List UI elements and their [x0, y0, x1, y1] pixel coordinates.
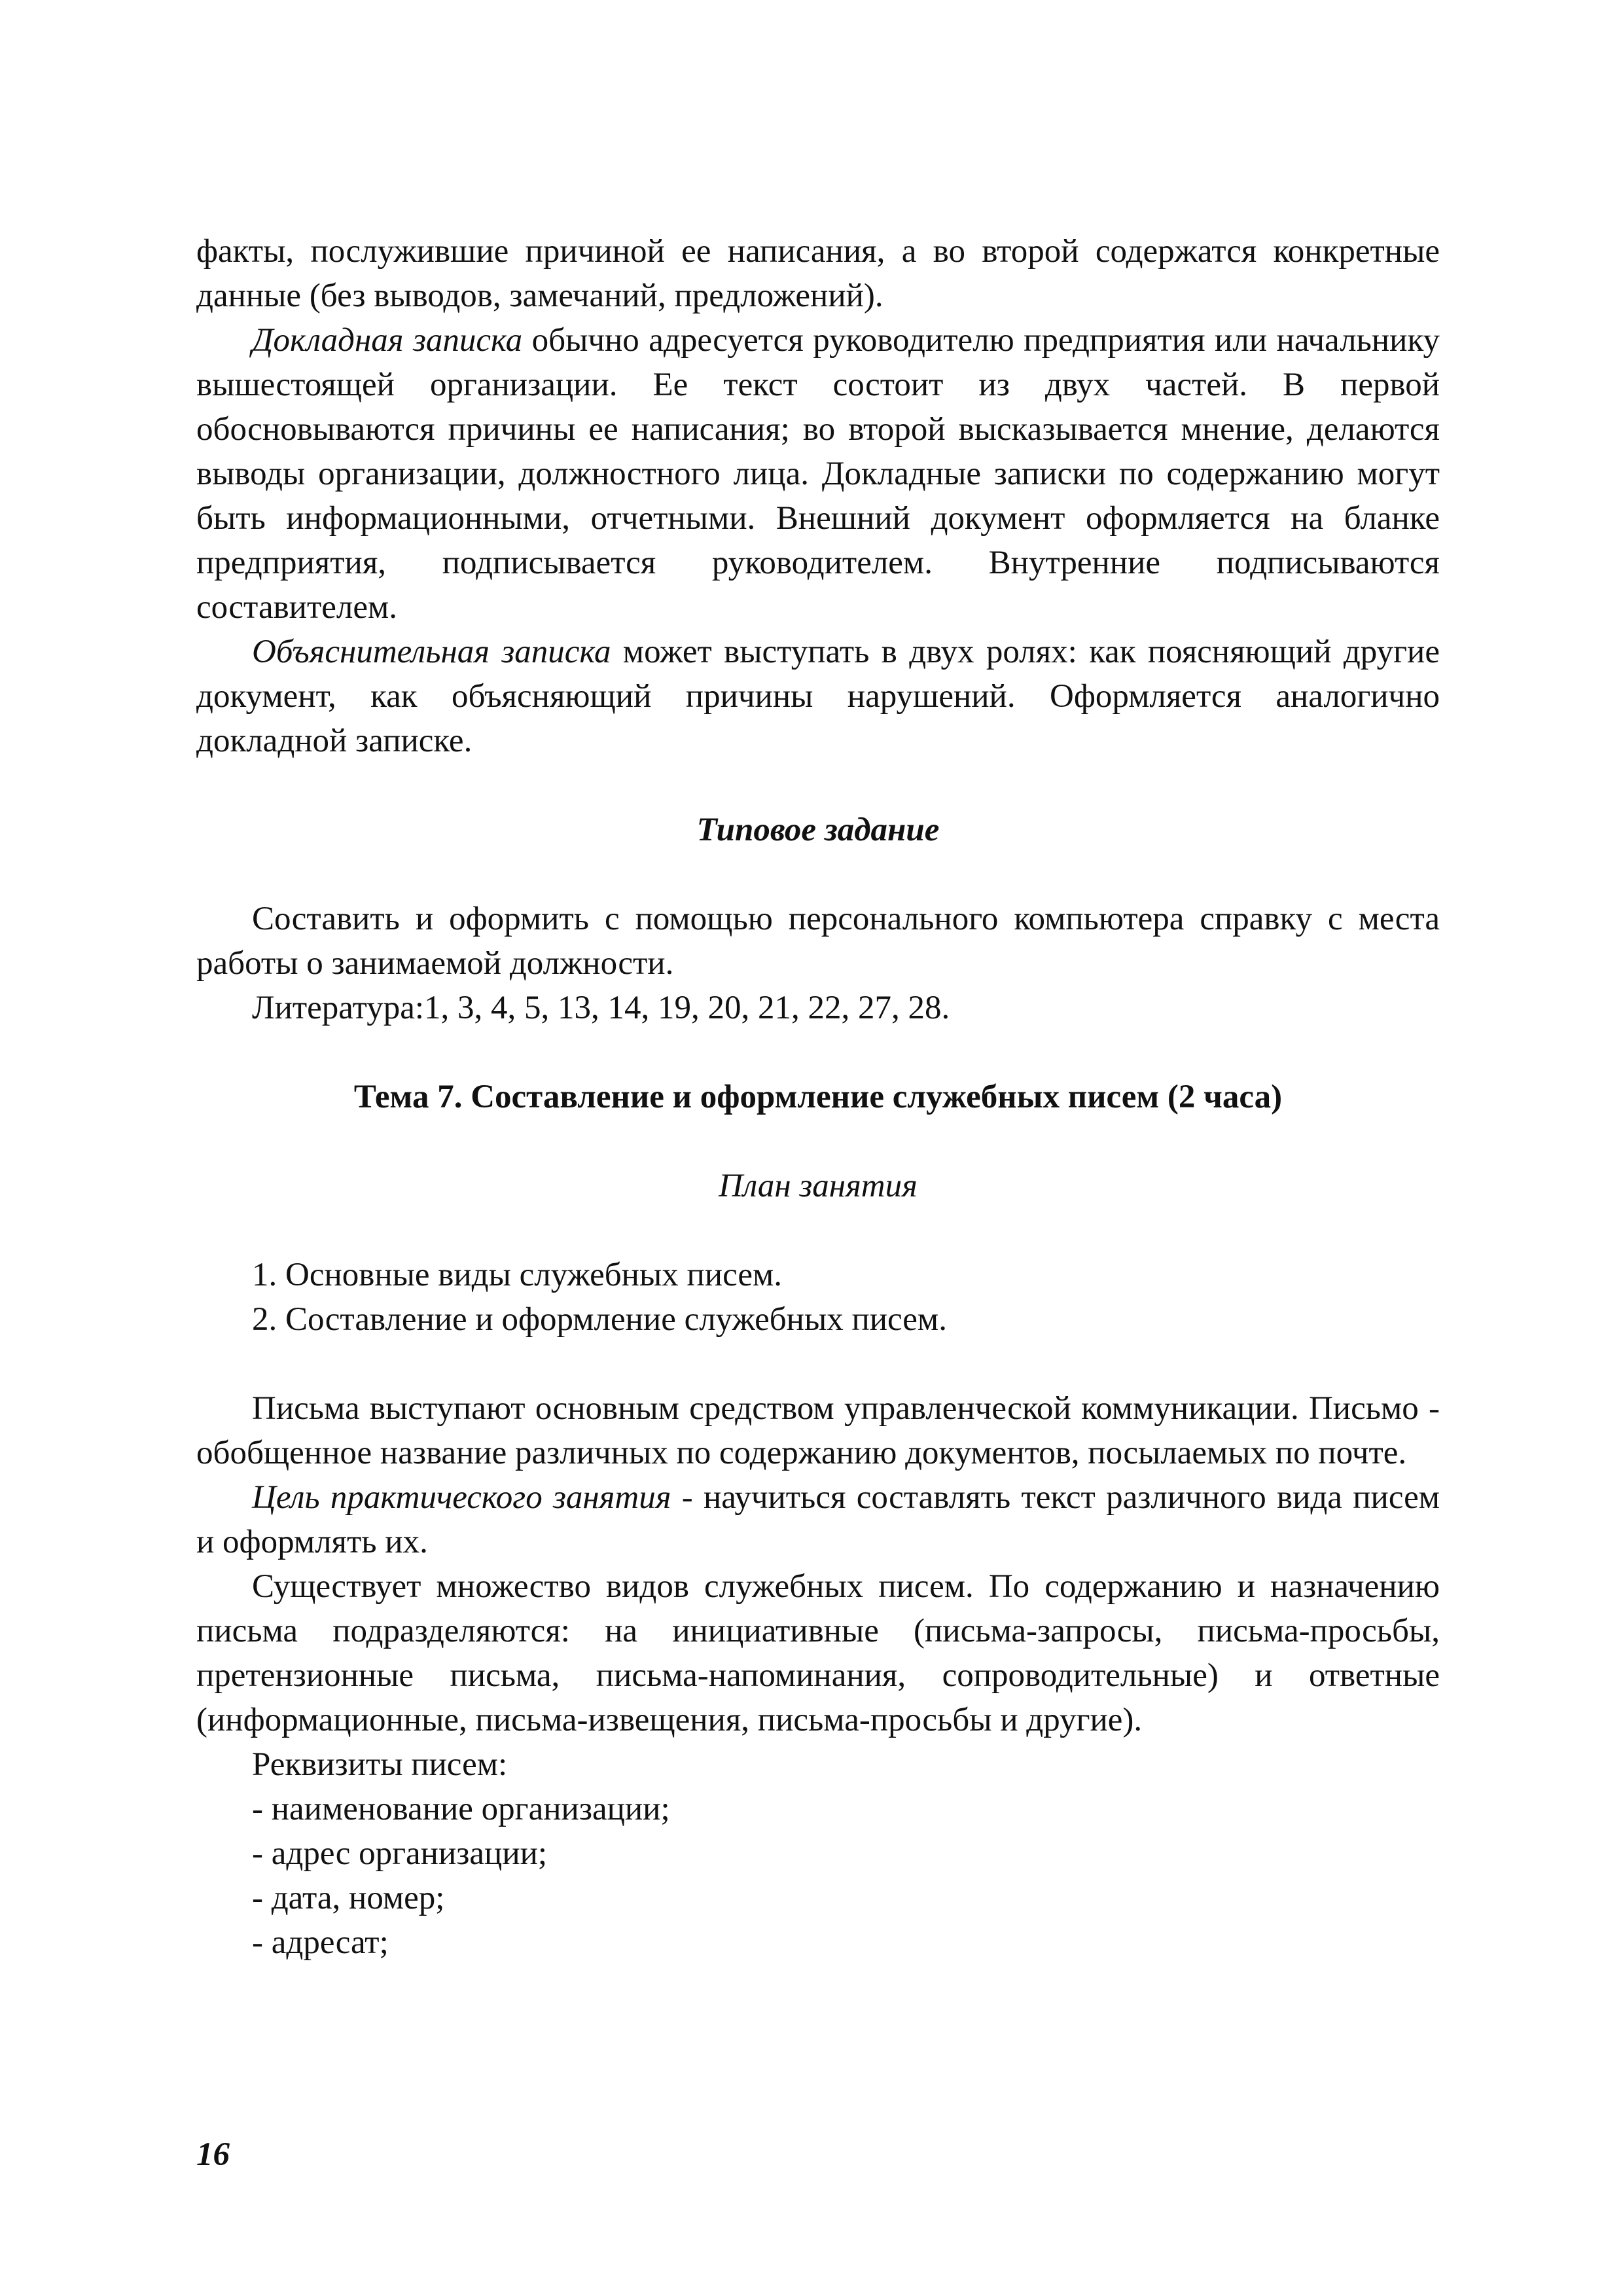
- plan-heading: План занятия: [719, 1168, 918, 1204]
- goal-text: - научиться составлять текст различного вида писем и оформлять их.: [196, 1479, 1440, 1560]
- requisite-item: - адресат;: [252, 1924, 389, 1961]
- term-explanatory-note: Объяснительная записка: [252, 634, 611, 670]
- typical-task-text: Составить и оформить с помощью персонального компьютера справку с места работы о занимаемой должности.: [196, 901, 1440, 982]
- literature-list: Литература:1, 3, 4, 5, 13, 14, 19, 20, 21, 22, 27, 28.: [252, 990, 950, 1026]
- term-report-note: Докладная записка: [252, 322, 523, 359]
- typical-task-heading: Типовое задание: [696, 812, 940, 848]
- page-number: 16: [196, 2136, 230, 2173]
- paragraph-goal: [196, 1475, 1440, 1564]
- requisites-heading: Реквизиты писем:: [252, 1746, 508, 1783]
- plan-item: 2. Составление и оформление служебных писем.: [252, 1301, 947, 1338]
- requisite-item: - дата, номер;: [252, 1880, 445, 1916]
- page-content: [196, 229, 1440, 1965]
- report-note-text: обычно адресуется руководителю предприятия или начальнику вышестоящей организации. Ее текст состоит из двух частей. В первой обосновываются причины ее написания; во второй высказывается мнение, делаются выводы организации, должностного лица. Докладные записки по содержанию могут быть информационными, отчетными. Внешний документ оформляется на бланке предприятия, подписывается руководителем. Внутренние подписываются составителем.: [196, 322, 1440, 626]
- requisite-item: - адрес организации;: [252, 1835, 548, 1872]
- paragraph-continuation: факты, послужившие причиной ее написания, а во второй содержатся конкретные данные (без выводов, замечаний, предложений).: [196, 233, 1440, 314]
- paragraph-explanatory-note: [196, 630, 1440, 763]
- plan-list: [196, 1253, 1440, 1342]
- requisite-item: - наименование организации;: [252, 1791, 670, 1827]
- plan-item: 1. Основные виды служебных писем.: [252, 1257, 782, 1293]
- paragraph-letters-intro: Письма выступают основным средством управленческой коммуникации. Письмо - обобщенное название различных по содержанию документов, посылаемых по почте.: [196, 1390, 1440, 1471]
- term-goal: Цель практического занятия: [252, 1479, 671, 1516]
- explanatory-note-text: может выступать в двух ролях: как поясняющий другие документ, как объясняющий причины нарушений. Оформляется аналогично докладной записке.: [196, 634, 1440, 759]
- paragraph-report-note: [196, 318, 1440, 630]
- paragraph-letter-types: Существует множество видов служебных писем. По содержанию и назначению письма подразделяются: на инициативные (письма-запросы, письма-просьбы, претензионные письма, письма-напоминания, сопроводительные) и ответные (информационные, письма-извещения, письма-просьбы и другие).: [196, 1568, 1440, 1738]
- topic-heading: Тема 7. Составление и оформление служебных писем (2 часа): [353, 1079, 1283, 1115]
